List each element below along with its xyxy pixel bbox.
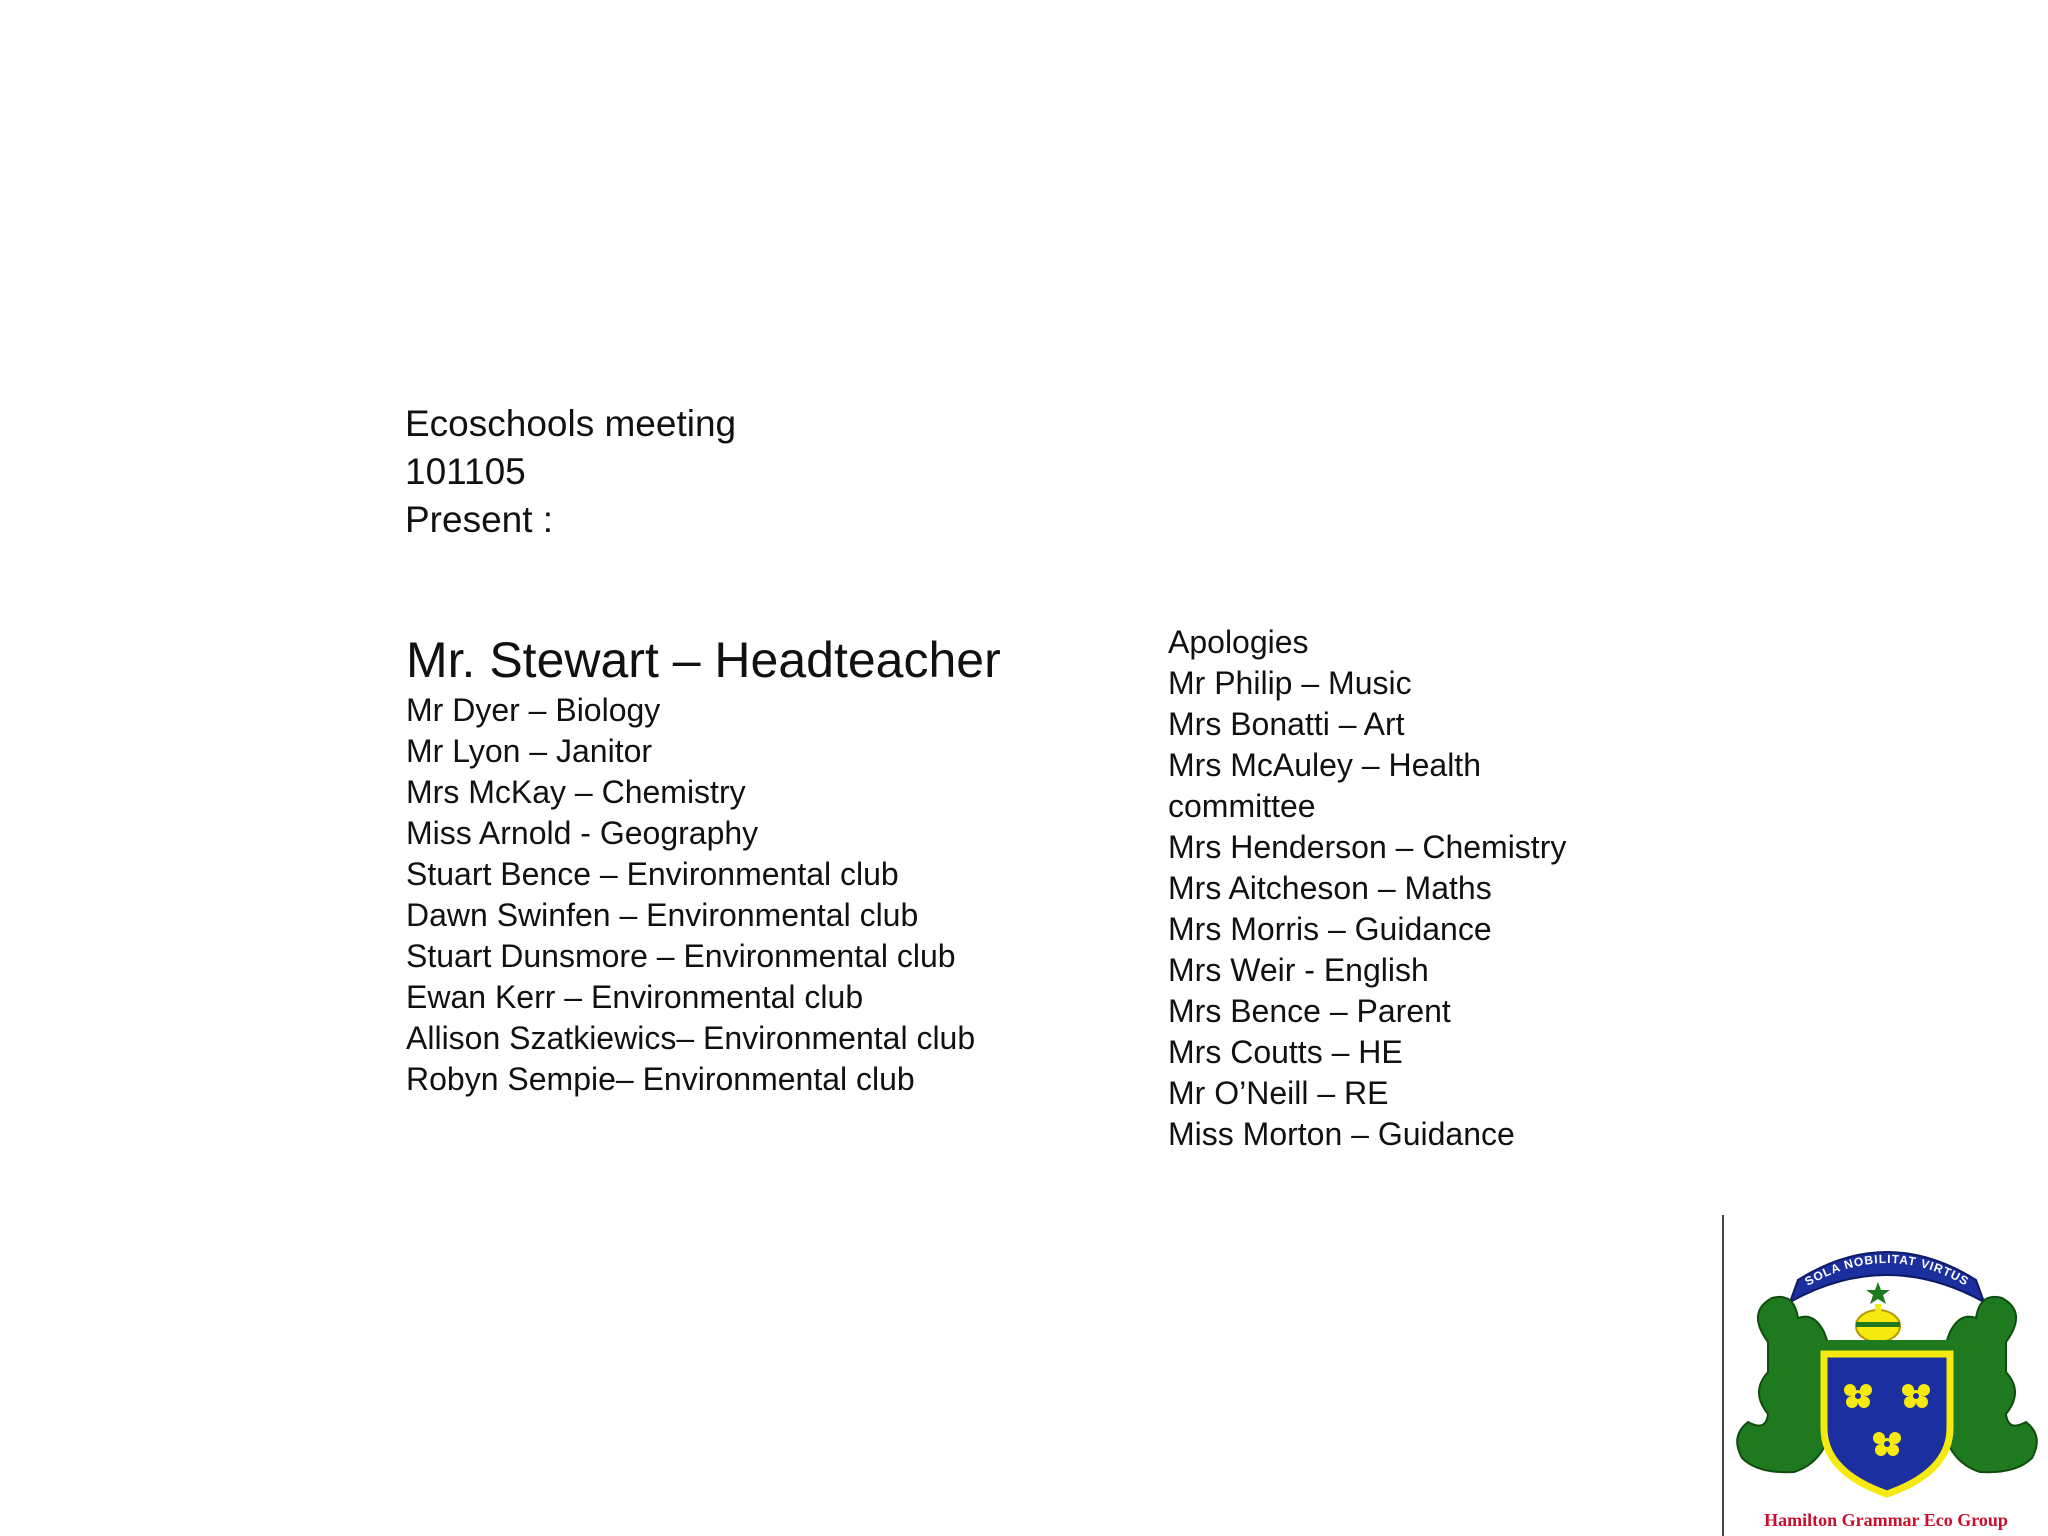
- present-label: Present :: [405, 499, 554, 540]
- shield: [1824, 1354, 1950, 1494]
- present-lead: Mr. Stewart – Headteacher: [406, 632, 1001, 688]
- logo-divider: [1722, 1215, 1724, 1536]
- apology-item: Miss Morton – Guidance: [1168, 1116, 1515, 1152]
- apology-item: Mr O’Neill – RE: [1168, 1075, 1389, 1111]
- apology-item: Mrs Coutts – HE: [1168, 1034, 1403, 1070]
- apology-item: Mrs Bence – Parent: [1168, 993, 1451, 1029]
- present-item: Mr Dyer – Biology: [406, 692, 661, 728]
- apology-item: Mr Philip – Music: [1168, 665, 1412, 701]
- apologies-heading: Apologies: [1168, 624, 1309, 660]
- present-item: Mrs McKay – Chemistry: [406, 774, 746, 810]
- school-crest-logo: [1728, 1222, 2046, 1512]
- apology-item: Mrs McAuley – Health committee: [1168, 747, 1481, 824]
- present-item: Miss Arnold - Geography: [406, 815, 759, 851]
- apologies-list: [1168, 622, 1618, 1155]
- left-supporter: [1737, 1297, 1834, 1472]
- apology-item: Mrs Morris – Guidance: [1168, 911, 1492, 947]
- present-item: Stuart Bence – Environmental club: [406, 856, 899, 892]
- apology-item: Mrs Weir - English: [1168, 952, 1429, 988]
- present-item: Dawn Swinfen – Environmental club: [406, 897, 919, 933]
- present-item: Mr Lyon – Janitor: [406, 733, 653, 769]
- present-item: Allison Szatkiewics– Environmental club: [406, 1020, 976, 1056]
- apology-item: Mrs Henderson – Chemistry: [1168, 829, 1567, 865]
- present-item: Robyn Sempie– Environmental club: [406, 1061, 915, 1097]
- apology-item: Mrs Aitcheson – Maths: [1168, 870, 1492, 906]
- crest-caption: Hamilton Grammar Eco Group: [1764, 1510, 2008, 1530]
- meeting-date: 101105: [405, 451, 526, 492]
- motto-text: SOLA NOBILITAT VIRTUS: [1802, 1251, 1972, 1289]
- present-list: [406, 630, 1001, 1100]
- present-item: Ewan Kerr – Environmental club: [406, 979, 864, 1015]
- present-item: Stuart Dunsmore – Environmental club: [406, 938, 956, 974]
- apology-item: Mrs Bonatti – Art: [1168, 706, 1405, 742]
- right-supporter: [1939, 1297, 2036, 1472]
- star-icon: [1866, 1282, 1890, 1304]
- meeting-header: [405, 400, 736, 544]
- meeting-title: Ecoschools meeting: [405, 403, 737, 444]
